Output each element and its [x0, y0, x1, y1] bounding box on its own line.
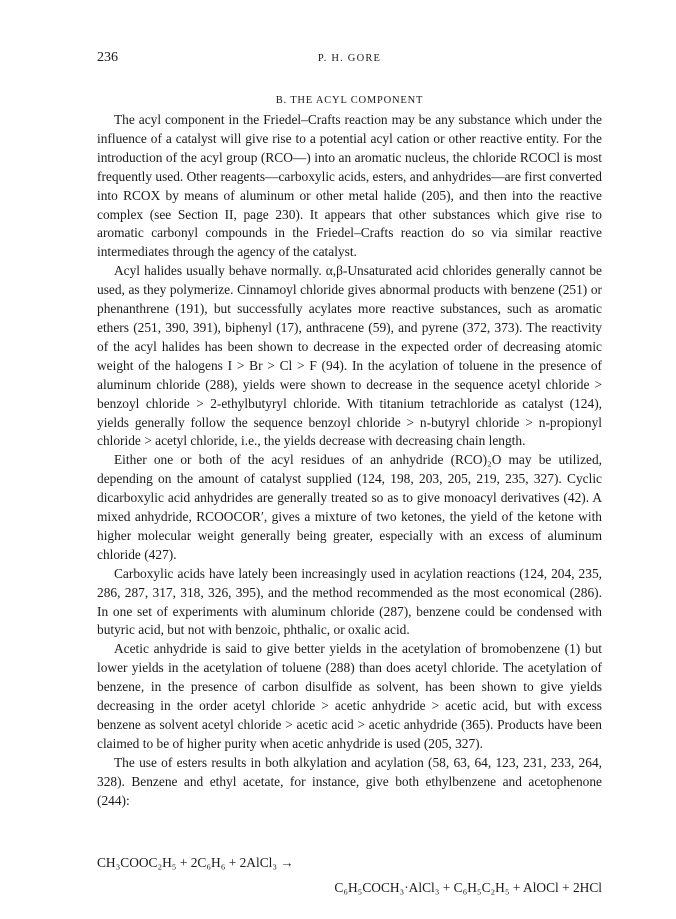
page-number: 236: [97, 50, 118, 65]
paragraph: Acetic anhydride is said to give better yields in the acetylation of bromobenzene (1) but lower yields in the acetylation of toluene (288) than does acetyl chloride. The acetylation of benzene, in the presence of carbon disulfide as solvent, has been shown to give yields decreasing in the order acetyl chloride > acetic anhydride > acetic acid, but with excess benzene as solvent acetyl chloride > acetic acid > acetic anhydride (365). Products have been claimed to be of higher purity when acetic anhydride is used (205, 327).: [97, 641, 602, 751]
page-header: [97, 49, 602, 69]
paragraph: Either one or both of the acyl residues of an anhydride (RCO)₂O may be utilized, depending on the amount of catalyst supplied (124, 198, 203, 205, 219, 235, 327). Cyclic dicarboxylic acid anhydrides are generally treated so as to give monoacyl derivatives (42). A mixed anhydride, RCOOCOR′, gives a mixture of two ketones, the yield of the ketone with higher molecular weight generally being greater, especially with an excess of aluminum chloride (427).: [97, 452, 602, 562]
paragraph: Carboxylic acids have lately been increasingly used in acylation reactions (124, 204, 235, 286, 287, 317, 318, 326, 395), and the method recommended as the most economical (286). In one set of experiments with aluminum chloride (287), benzene could be condensed with butyric acid, but not with benzoic, phthalic, or oxalic acid.: [97, 565, 602, 638]
section-title: B. THE ACYL COMPONENT: [275, 95, 424, 106]
paragraph: The acyl component in the Friedel–Crafts reaction may be any substance which under the influence of a catalyst will give rise to a potential acyl cation or other reactive entity. For the introduction of the acyl group (RCO—) into an aromatic nucleus, the chloride RCOCl is most frequently used. Other reagents—carboxylic acids, esters, and anhydrides—are first converted into RCOX by means of aluminum or other metal halide (205), and then into the reactive complex (see Section II, page 230). It appears that other substances which give rise to aromatic carbonyl compounds in the Friedel–Crafts reaction do so via similar reactive intermediates through the agency of the catalyst.: [97, 112, 602, 260]
body-text: [97, 111, 602, 811]
paragraph: The use of esters results in both alkylation and acylation (58, 63, 64, 123, 231, 233, 264, 328). Benzene and ethyl acetate, for instance, give both ethylbenzene and acetophenone (244):: [97, 754, 602, 808]
equation-line-1: CH₃COOC₂H₅ + 2C₆H₆ + 2AlCl₃ →: [97, 855, 294, 870]
paragraph: Acyl halides usually behave normally. α,β-Unsaturated acid chlorides generally cannot be used, as they polymerize. Cinnamoyl chloride gives abnormal products with benzene (251) or phenanthrene (191), but successfully acylates more reactive substances, such as aromatic ethers (251, 390, 391), biphenyl (17), anthracene (59), and pyrene (372, 373). The reactivity of the acyl halides has been shown to decrease in the expected order of decreasing atomic weight of the halogens I > Br > Cl > F (94). In the acylation of toluene in the presence of aluminum chloride (288), yields were shown to decrease in the sequence acetyl chloride > benzoyl chloride > 2-ethylbutyryl chloride. With titanium tetrachloride as catalyst (124), yields generally follow the sequence benzoyl chloride > n-butyryl chloride > n-propionyl chloride > acetyl chloride, i.e., the yields decrease with decreasing chain length.: [97, 263, 602, 449]
equation-line-2: C₆H₅COCH₃·AlCl₃ + C₆H₅C₂H₅ + AlOCl + 2HCl: [334, 880, 602, 895]
running-head: P. H. GORE: [317, 53, 382, 64]
